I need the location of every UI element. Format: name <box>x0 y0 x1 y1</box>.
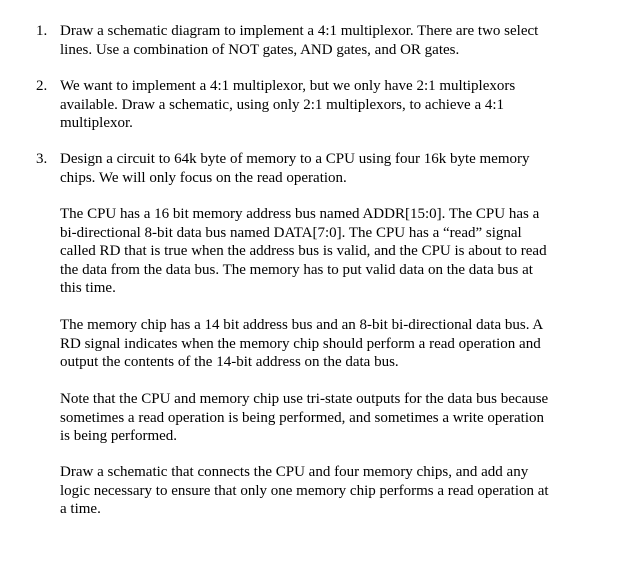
question-number: 2. <box>36 78 48 94</box>
question-paragraph <box>60 22 590 59</box>
text-line: Draw a schematic that connects the CPU and four memory chips, and add any <box>60 464 529 480</box>
text-line: multiplexor. <box>60 115 133 131</box>
question-paragraph <box>60 77 590 133</box>
text-line: chips. We will only focus on the read operation. <box>60 169 347 186</box>
question-paragraph <box>60 390 590 446</box>
question-paragraph <box>60 463 590 519</box>
question-number: 1. <box>36 23 48 39</box>
text-line: bi-directional 8-bit data bus named DATA[7:0]. The CPU has a “read” signal <box>60 224 522 241</box>
question-paragraph <box>60 150 590 187</box>
text-line: called RD that is true when the address bus is valid, and the CPU is about to read <box>60 243 547 259</box>
text-line: is being performed. <box>60 428 178 444</box>
text-line: available. Draw a schematic, using only 2:1 multiplexors, to achieve a 4:1 <box>60 96 505 113</box>
text-line: sometimes a read operation is being performed, and sometimes a write operation <box>60 409 545 426</box>
question-number: 3. <box>36 151 48 167</box>
text-line: The CPU has a 16 bit memory address bus named ADDR[15:0]. The CPU has a <box>60 206 540 222</box>
text-line: the data from the data bus. The memory has to put valid data on the data bus at <box>60 261 533 278</box>
text-line: Note that the CPU and memory chip use tri-state outputs for the data bus because <box>60 391 549 407</box>
text-line: We want to implement a 4:1 multiplexor, but we only have 2:1 multiplexors <box>60 78 516 94</box>
question-paragraph <box>60 316 590 372</box>
text-line: output the contents of the 14-bit address on the data bus. <box>60 354 399 370</box>
text-line: Design a circuit to 64k byte of memory to a CPU using four 16k byte memory <box>60 151 530 167</box>
text-line: a time. <box>60 501 101 517</box>
question-paragraph <box>60 205 590 298</box>
text-line: lines. Use a combination of NOT gates, AND gates, and OR gates. <box>60 41 460 58</box>
text-line: RD signal indicates when the memory chip should perform a read operation and <box>60 335 541 352</box>
text-line: this time. <box>60 280 116 296</box>
text-line: logic necessary to ensure that only one memory chip performs a read operation at <box>60 482 549 499</box>
text-line: Draw a schematic diagram to implement a 4:1 multiplexor. There are two select <box>60 23 539 39</box>
text-line: The memory chip has a 14 bit address bus and an 8-bit bi-directional data bus. A <box>60 317 544 333</box>
